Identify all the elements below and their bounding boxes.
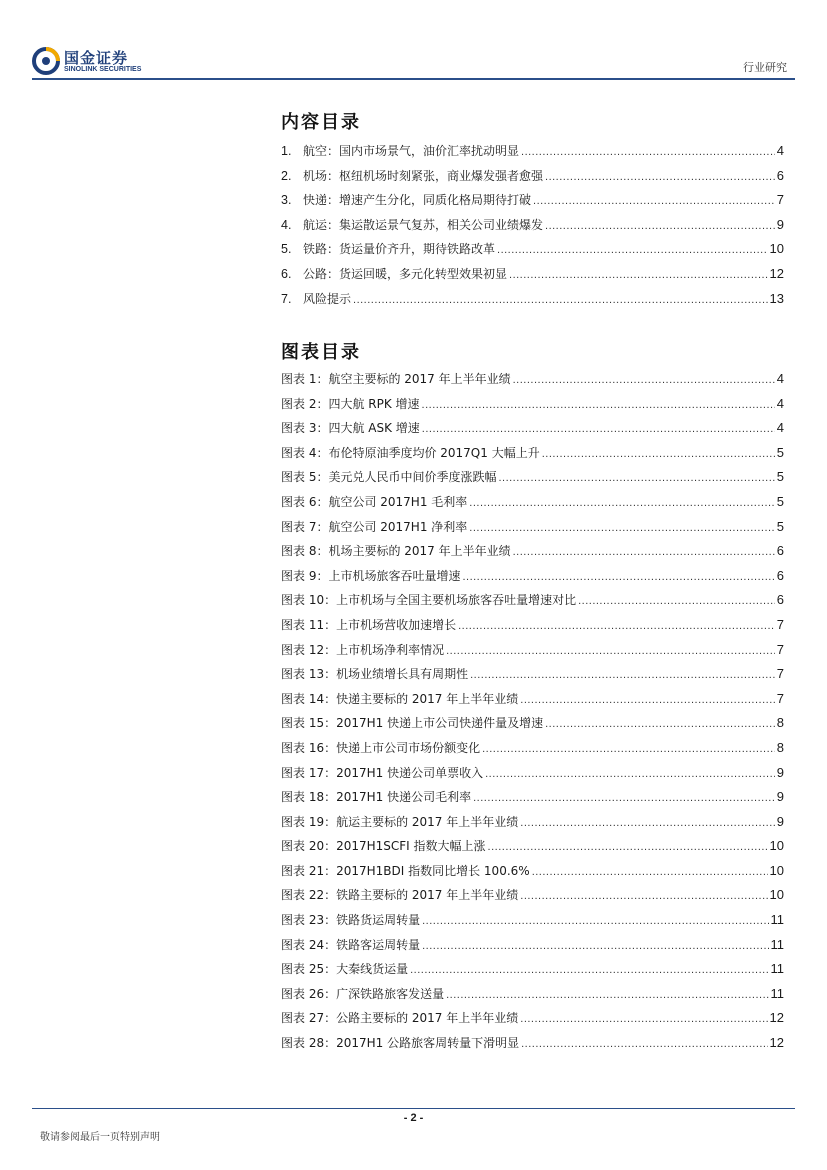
figure-entry-page: 10 [769,887,784,903]
toc-entry-number: 4. [281,217,292,232]
figure-entry-title: 图表 3：四大航 ASK 增速 [281,421,420,436]
figure-entry-title: 图表 26：广深铁路旅客发送量 [281,986,445,1001]
figure-entry[interactable] [281,518,784,543]
figure-entry-title: 图表 18：2017H1 快递公司毛利率 [281,790,472,805]
figures-title: 图表目录 [281,342,361,363]
table-of-contents [281,142,784,314]
figure-entry-page: 6 [776,543,784,559]
toc-entry-number: 6. [281,266,292,281]
figure-entry-page: 9 [776,813,784,829]
figure-entry-page: 9 [776,789,784,805]
figure-entry-title: 图表 4：布伦特原油季度均价 2017Q1 大幅上升 [281,445,540,460]
toc-entry[interactable] [281,167,784,192]
figure-entry[interactable] [281,444,784,469]
figure-entry-title: 图表 22：铁路主要标的 2017 年上半年业绩 [281,888,519,903]
figure-entry-page: 8 [776,715,784,731]
figure-entry-page: 6 [776,567,784,583]
toc-entry-title: 机场：枢纽机场时刻紧张，商业爆发强者愈强 [303,168,544,183]
figure-entry-title: 图表 23：铁路货运周转量 [281,913,421,928]
figure-entry[interactable] [281,936,784,961]
figure-entry-title: 图表 25：大秦线货运量 [281,962,409,977]
toc-entry-title: 铁路：货运量价齐升，期待铁路改革 [303,242,496,257]
figure-entry[interactable] [281,493,784,518]
figure-entry-page: 7 [776,666,784,682]
toc-entry-page: 12 [769,265,784,281]
figure-entry[interactable] [281,813,784,838]
dot-leader [422,421,775,435]
dot-leader [520,1011,767,1025]
dot-leader [469,495,774,509]
dot-leader [578,593,775,607]
figure-entry[interactable] [281,468,784,493]
figure-entry-page: 5 [776,469,784,485]
figure-entry-title: 图表 12：上市机场净利率情况 [281,642,445,657]
toc-entry-title: 公路：货运回暖，多元化转型效果初显 [303,266,508,281]
figure-entry-title: 图表 13：机场业绩增长具有周期性 [281,667,469,682]
figure-entry[interactable] [281,567,784,592]
figure-entry-page: 11 [770,985,784,1001]
figure-entry-page: 10 [769,862,784,878]
toc-entry-title: 航运：集运散运景气复苏，相关公司业绩爆发 [303,217,544,232]
figure-entry[interactable] [281,960,784,985]
dot-leader [446,987,768,1001]
figure-entry-title: 图表 16：快递上市公司市场份额变化 [281,740,481,755]
figure-entry-page: 10 [769,838,784,854]
figure-entry-title: 图表 15：2017H1 快递上市公司快递件量及增速 [281,716,544,731]
toc-entry[interactable] [281,265,784,290]
dot-leader [469,520,774,534]
figure-entry[interactable] [281,886,784,911]
figure-entry[interactable] [281,1034,784,1059]
dot-leader [521,143,775,158]
dot-leader [410,962,768,976]
toc-entry-title: 风险提示 [303,291,352,306]
dot-leader [353,291,768,306]
toc-entry-title: 航空：国内市场景气，油价汇率扰动明显 [303,144,520,158]
dot-leader [446,643,775,657]
toc-entry-number: 7. [281,291,292,306]
figure-entry[interactable] [281,591,784,616]
toc-entry[interactable] [281,290,784,315]
figure-entry-title: 图表 10：上市机场与全国主要机场旅客吞吐量增速对比 [281,593,577,608]
dot-leader [545,716,775,730]
figure-entry-page: 11 [770,912,784,928]
figure-entry-page: 7 [776,690,784,706]
dot-leader [532,864,768,878]
toc-title: 内容目录 [281,112,361,133]
dot-leader [422,938,768,952]
figure-entry-title: 图表 6：航空公司 2017H1 毛利率 [281,494,468,509]
dot-leader [498,470,774,484]
figure-entry[interactable] [281,714,784,739]
figure-entry[interactable] [281,739,784,764]
toc-entry-title: 快递：增速产生分化，同质化格局期待打破 [303,193,532,208]
figure-entry-page: 5 [776,493,784,509]
dot-leader [422,913,768,927]
dot-leader [520,815,775,829]
toc-entry-page: 10 [769,241,784,257]
figure-entry-title: 图表 7：航空公司 2017H1 净利率 [281,519,468,534]
figure-entry-title: 图表 28：2017H1 公路旅客周转量下滑明显 [281,1036,520,1051]
logo-chinese-name: 国金证券 [64,49,129,67]
dot-leader [497,241,768,256]
toc-entry[interactable] [281,191,784,216]
dot-leader [533,192,775,207]
disclaimer-note: 敬请参阅最后一页特别声明 [40,1132,160,1143]
dot-leader [485,766,775,780]
toc-entry-page: 6 [776,167,784,183]
dot-leader [458,618,775,632]
header-divider [32,78,795,80]
figure-entry[interactable] [281,419,784,444]
figure-entry-title: 图表 24：铁路客运周转量 [281,937,421,952]
figure-entry-title: 图表 2：四大航 RPK 增速 [281,396,420,411]
figure-entry[interactable] [281,1009,784,1034]
toc-entry-page: 7 [776,192,784,208]
dot-leader [488,839,768,853]
company-logo [32,47,160,77]
figure-entry[interactable] [281,395,784,420]
page-number: - 2 - [403,1112,424,1124]
figure-entry-title: 图表 19：航运主要标的 2017 年上半年业绩 [281,814,519,829]
dot-leader [482,741,775,755]
toc-entry-page: 4 [776,143,784,158]
logo-english-name: SINOLINK SECURITIES [64,66,142,73]
dot-leader [473,790,775,804]
sinolink-logo-icon [32,47,60,75]
figure-entry[interactable] [281,665,784,690]
figure-entry-page: 11 [770,936,784,952]
figure-entry-title: 图表 17：2017H1 快递公司单票收入 [281,765,484,780]
figure-entry[interactable] [281,690,784,715]
dot-leader [521,1036,767,1050]
figure-entry[interactable] [281,911,784,936]
figure-entry-page: 5 [776,518,784,534]
figure-entry-page: 7 [776,616,784,632]
dot-leader [545,217,775,232]
figure-entry[interactable] [281,641,784,666]
dot-leader [513,544,775,558]
figure-entry[interactable] [281,862,784,887]
dot-leader [520,888,767,902]
figure-entry[interactable] [281,616,784,641]
figure-entry-title: 图表 14：快递主要标的 2017 年上半年业绩 [281,691,519,706]
toc-entry[interactable] [281,240,784,265]
figure-entry-title: 图表 8：机场主要标的 2017 年上半年业绩 [281,544,511,559]
figure-entry-title: 图表 27：公路主要标的 2017 年上半年业绩 [281,1011,519,1026]
figure-entry-page: 4 [776,420,784,436]
figure-entry-page: 9 [776,764,784,780]
toc-entry[interactable] [281,142,784,167]
figure-entry-title: 图表 9：上市机场旅客吞吐量增速 [281,568,461,583]
figure-entry[interactable] [281,837,784,862]
figure-entry-title: 图表 11：上市机场营收加速增长 [281,617,457,632]
dot-leader [422,397,775,411]
figure-entry[interactable] [281,788,784,813]
toc-entry-page: 13 [769,290,784,306]
figure-entry-page: 4 [776,371,784,386]
toc-entry-page: 9 [776,216,784,232]
figure-entry-title: 图表 21：2017H1BDI 指数同比增长 100.6% [281,863,530,878]
toc-entry-number: 5. [281,242,292,257]
figure-entry-page: 11 [770,961,784,977]
dot-leader [470,667,775,681]
figure-entry-page: 4 [776,395,784,411]
figure-list [281,370,784,1059]
footer-divider [32,1108,795,1109]
toc-entry-number: 1. [281,144,292,158]
figure-entry[interactable] [281,764,784,789]
figure-entry-title: 图表 20：2017H1SCFI 指数大幅上涨 [281,839,486,854]
figure-entry-page: 5 [776,444,784,460]
dot-leader [542,446,775,460]
figure-entry-page: 8 [776,739,784,755]
toc-entry-number: 2. [281,168,292,183]
figure-entry-page: 6 [776,592,784,608]
toc-entry-number: 3. [281,193,292,208]
figure-entry-title: 图表 5：美元兑人民币中间价季度涨跌幅 [281,470,497,485]
report-category: 行业研究 [743,61,787,74]
dot-leader [545,168,775,183]
figure-entry[interactable] [281,542,784,567]
figure-entry-title: 图表 1：航空主要标的 2017 年上半年业绩 [281,372,511,386]
figure-entry[interactable] [281,985,784,1010]
figure-entry-page: 12 [769,1010,784,1026]
figure-entry-page: 12 [769,1035,784,1051]
dot-leader [509,266,768,281]
dot-leader [462,569,774,583]
figure-entry[interactable] [281,370,784,395]
dot-leader [513,372,775,386]
figure-entry-page: 7 [776,641,784,657]
dot-leader [520,692,775,706]
toc-entry[interactable] [281,216,784,241]
